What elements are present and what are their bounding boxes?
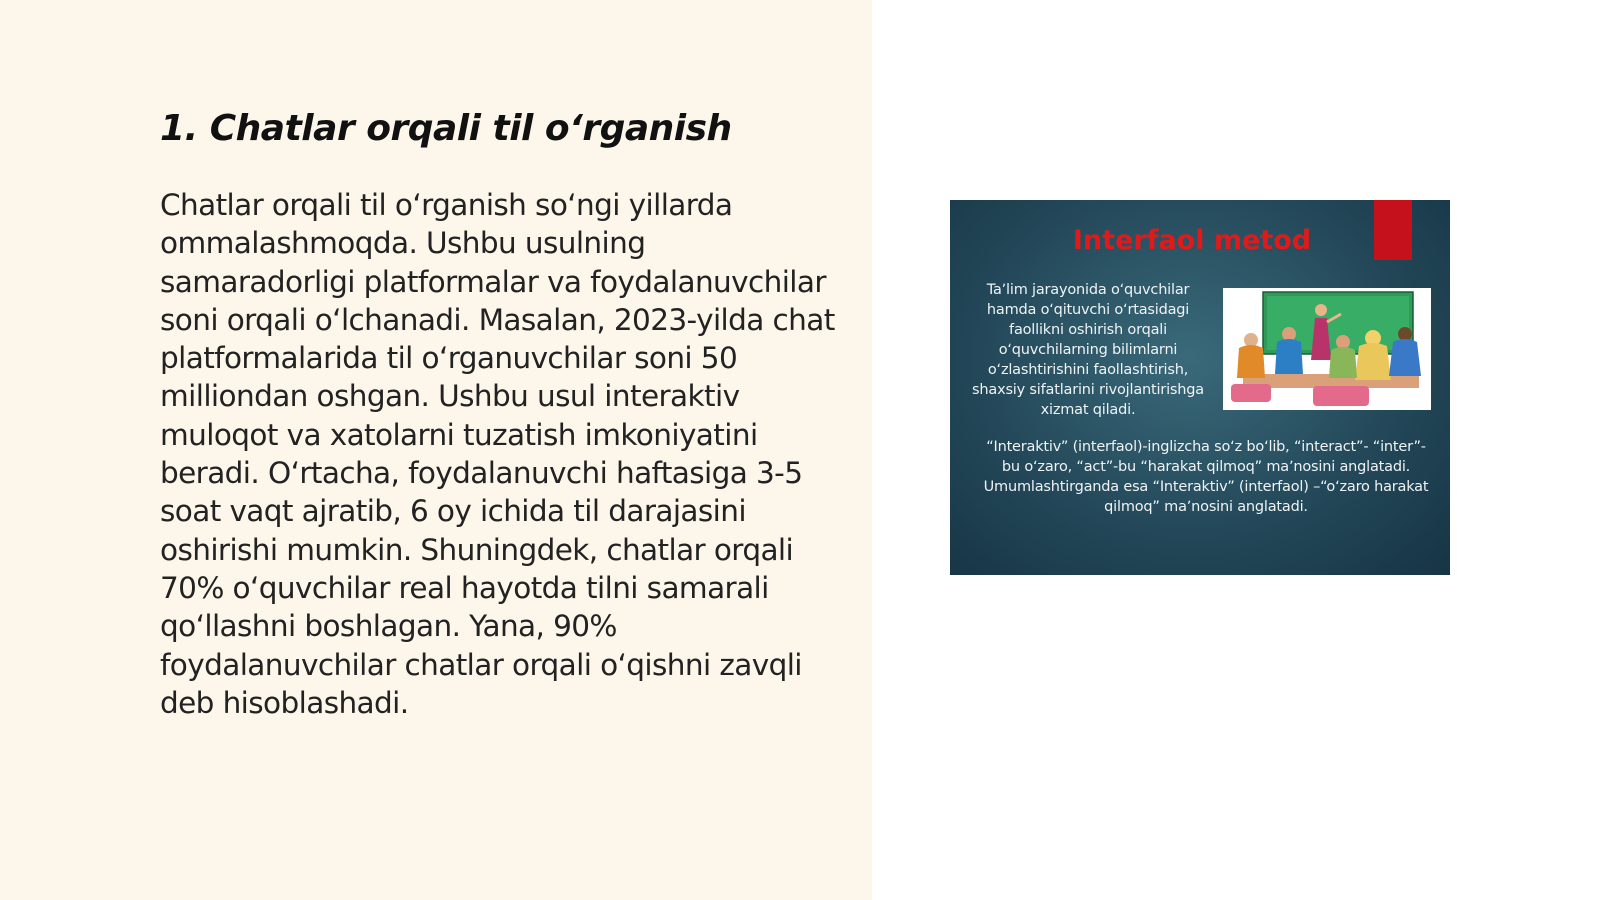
picture-explanation-text: “Interaktiv” (interfaol)-inglizcha soʻz boʻlib, “interact”- “inter”-bu oʻzaro, “act”-bu “harakat qilmoq” maʼnosini anglatadi. Umumlashtirganda esa “Interaktiv” (interfaol) –“oʻzaro harakat qilmoq” maʼnosini anglatadi. (983, 439, 1429, 515)
slide-heading: 1. Chatlar orqali til oʻrganish (160, 108, 732, 149)
picture-definition-text: Taʼlim jarayonida oʻquvchilar hamda oʻqituvchi oʻrtasidagi faollikni oshirish orqali oʻquvchilarning bilimlarni oʻzlashtirishini faollashtirish, shaxsiy sifatlarini rivojlantirishga xizmat qiladi. (972, 282, 1204, 418)
interfaol-metod-picture (950, 200, 1450, 575)
classroom-illustration (1223, 288, 1431, 410)
slide-body-text: Chatlar orqali til oʻrganish soʻngi yillarda ommalashmoqda. Ushbu usulning samaradorligi platformalar va foydalanuvchilar soni orqali oʻlchanadi. Masalan, 2023-yilda chat platformalarida til oʻrganuvchilar soni 50 milliondan oshgan. Ushbu usul interaktiv muloqot va xatolarni tuzatish imkoniyatini beradi. Oʻrtacha, foydalanuvchi haftasiga 3-5 soat vaqt ajratib, 6 oy ichida til darajasini oshirishi mumkin. Shuningdek, chatlar orqali 70% oʻquvchilar real hayotda tilni samarali qoʻllashni boshlagan. Yana, 90% foydalanuvchilar chatlar orqali oʻqishni zavqli deb hisoblashadi. (160, 188, 835, 720)
picture-title: Interfaol metod (1072, 225, 1312, 256)
